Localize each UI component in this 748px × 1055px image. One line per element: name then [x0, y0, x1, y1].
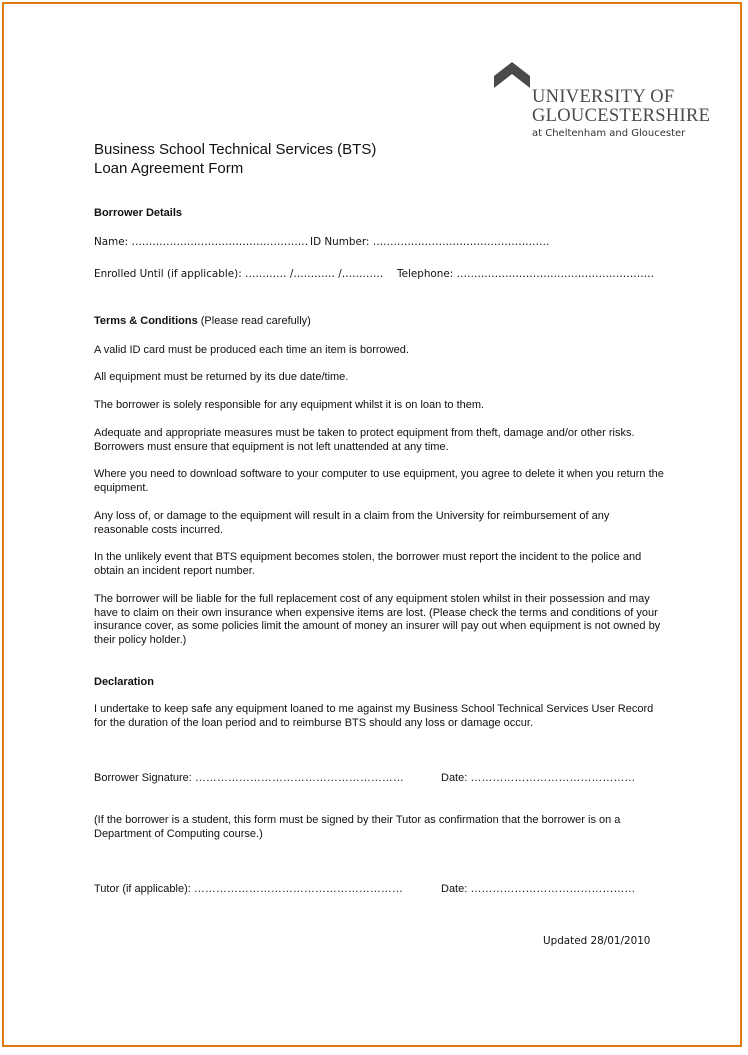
terms-paragraph: Any loss of, or damage to the equipment will result in a claim from the University for reimbursement of any reasonable costs incurred. — [94, 510, 610, 536]
tutor-signature-field[interactable]: Tutor (if applicable): ………………………………………………… — [94, 883, 403, 895]
enrolled-until-field[interactable]: Enrolled Until (if applicable): ………… /………… /………… — [94, 268, 384, 280]
loan-agreement-page — [2, 2, 742, 1047]
logo-line2: GLOUCESTERSHIRE — [532, 106, 711, 126]
updated-date: Updated 28/01/2010 — [543, 935, 651, 947]
declaration-text: I undertake to keep safe any equipment loaned to me against my Business School Technical Services User Record for the duration of the loan period and to reimburse BTS should any loss or damage occur. — [94, 703, 654, 729]
form-title-line1: Business School Technical Services (BTS) — [94, 141, 377, 158]
terms-heading-note: (Please read carefully) — [197, 315, 311, 327]
form-title-line2: Loan Agreement Form — [94, 160, 244, 177]
borrower-signature-field[interactable]: Borrower Signature: ………………………………………………… — [94, 772, 404, 784]
borrower-date-field[interactable]: Date: ……………………………………… — [441, 772, 636, 784]
telephone-field[interactable]: Telephone: ………………………………………………… — [397, 268, 654, 280]
terms-heading — [94, 315, 311, 327]
terms-paragraph: A valid ID card must be produced each time an item is borrowed. — [94, 344, 409, 356]
borrower-details-heading: Borrower Details — [94, 207, 183, 219]
terms-paragraph: All equipment must be returned by its due date/time. — [94, 371, 349, 383]
tutor-note: (If the borrower is a student, this form must be signed by their Tutor as confirmation that the borrower is on a Department of Computing course.) — [94, 814, 621, 840]
terms-paragraph: Where you need to download software to your computer to use equipment, you agree to delete it when you return the equipment. — [94, 468, 664, 494]
form-title — [94, 140, 376, 178]
university-logo-text — [532, 88, 710, 126]
tutor-date-field[interactable]: Date: ……………………………………… — [441, 883, 636, 895]
logo-line1: UNIVERSITY OF — [532, 87, 675, 107]
name-field[interactable]: Name: …………………………………………… — [94, 236, 309, 248]
terms-paragraph: In the unlikely event that BTS equipment becomes stolen, the borrower must report the incident to the police and obtain an incident report number. — [94, 551, 642, 577]
university-logo-chevron-icon — [494, 62, 530, 88]
terms-paragraph: The borrower is solely responsible for any equipment whilst it is on loan to them. — [94, 399, 485, 411]
id-number-field[interactable]: ID Number: …………………………………………… — [310, 236, 550, 248]
declaration-heading: Declaration — [94, 676, 154, 688]
terms-paragraph: The borrower will be liable for the full replacement cost of any equipment stolen whilst in their possession and may have to claim on their own insurance when expensive items are lost. (Please check the terms and conditions of your insurance cover, as some policies limit the amount of money an insurer will pay out when equipment is not owned by their policy holder.) — [94, 593, 661, 646]
logo-subtitle: at Cheltenham and Gloucester — [532, 128, 686, 139]
terms-paragraph: Adequate and appropriate measures must be taken to protect equipment from theft, damage and/or other risks. Borrowers must ensure that equipment is not left unattended at any time. — [94, 427, 635, 453]
terms-heading-label: Terms & Conditions — [94, 315, 198, 327]
